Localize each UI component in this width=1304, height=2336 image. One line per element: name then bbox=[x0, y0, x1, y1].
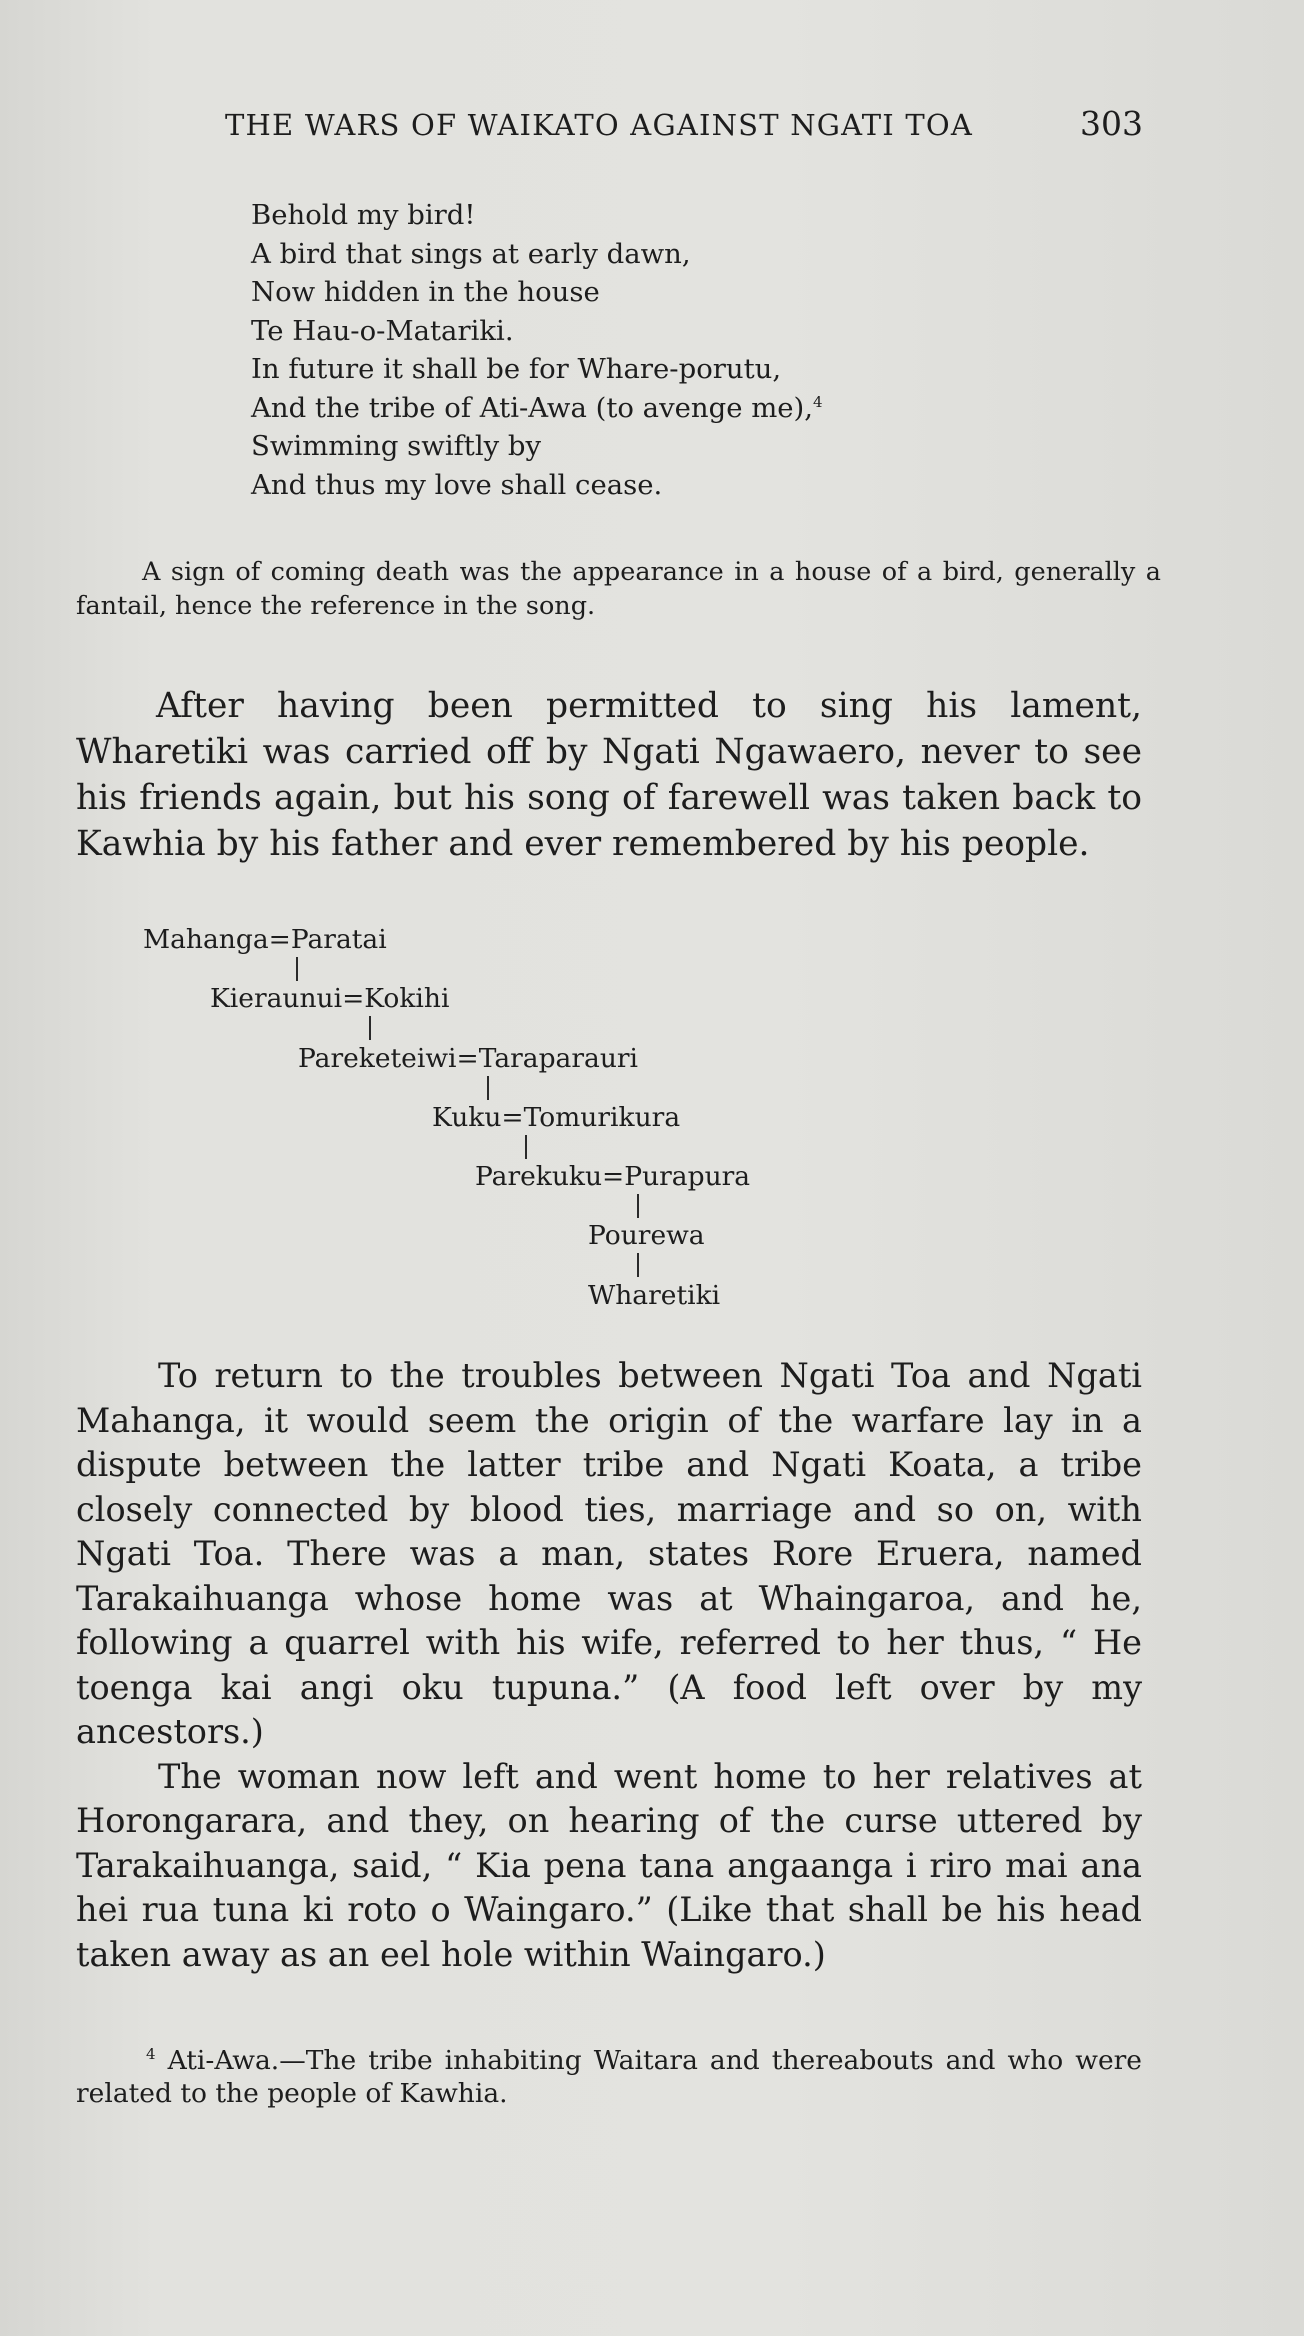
descent-line bbox=[637, 1194, 639, 1218]
genealogy-generation-6: Pourewa bbox=[588, 1220, 705, 1251]
descent-line bbox=[296, 957, 298, 981]
footnote-marker: 4 bbox=[146, 2045, 156, 2064]
poem bbox=[251, 196, 823, 504]
poem-line: A bird that sings at early dawn, bbox=[251, 237, 691, 270]
genealogy-generation-5: Parekuku=Purapura bbox=[475, 1161, 751, 1192]
poem-line: And thus my love shall cease. bbox=[251, 468, 663, 501]
body-text bbox=[76, 1354, 1142, 1977]
poem-line: In future it shall be for Whare-porutu, bbox=[251, 353, 782, 385]
poem-line: Swimming swiftly by bbox=[251, 430, 542, 462]
body-paragraph: The woman now left and went home to her relatives at Horongarara, and they, on hearing of the curse uttered by Tarakaihuanga, said, “ Kia pena tana angaanga i riro mai ana hei rua tuna ki roto o Waingaro.” (Like that shall be his head taken away as an eel hole within Waingaro.) bbox=[76, 1756, 1142, 1974]
poem-line: Behold my bird! bbox=[251, 199, 476, 231]
footnote-text: Ati-Awa.—The tribe inhabiting Waitara and thereabouts and who were related to the people of Kawhia. bbox=[76, 2045, 1142, 2109]
genealogy-generation-4: Kuku=Tomurikura bbox=[432, 1102, 681, 1133]
poem-line: Te Hau-o-Matariki. bbox=[251, 314, 514, 347]
descent-line bbox=[525, 1135, 527, 1159]
song-note: A sign of coming death was the appearance in a house of a bird, generally a fantail, hence the reference in the song. bbox=[76, 557, 1161, 621]
footnote-reference: 4 bbox=[813, 392, 823, 411]
genealogy-generation-1: Mahanga=Paratai bbox=[143, 924, 387, 955]
descent-line bbox=[487, 1076, 489, 1100]
body-paragraph: After having been permitted to sing his lament, Wharetiki was carried off by Ngati Ngawaero, never to see his friends again, but his song of farewell was taken back to Kawhia by his father and ever remembered by his people. bbox=[76, 686, 1142, 864]
poem-line-text: And the tribe of Ati-Awa (to avenge me), bbox=[251, 391, 814, 424]
running-title: THE WARS OF WAIKATO AGAINST NGATI TOA bbox=[225, 108, 973, 142]
footnote bbox=[76, 2044, 1142, 2110]
genealogy-generation-7: Wharetiki bbox=[588, 1280, 721, 1311]
body-paragraph: To return to the troubles between Ngati Toa and Ngati Mahanga, it would seem the origin of the warfare lay in a dispute between the latter tribe and Ngati Koata, a tribe closely connected by blood ties, marriage and so on, with Ngati Toa. There was a man, states Rore Eruera, named Tarakaihuanga whose home was at Whaingaroa, and he, following a quarrel with his wife, referred to her thus, “ He toenga kai angi oku tupuna.” (A food left over by my ancestors.) bbox=[76, 1356, 1142, 1751]
page-number: 303 bbox=[1080, 104, 1143, 143]
genealogy-generation-3: Pareketeiwi=Taraparauri bbox=[298, 1043, 639, 1074]
poem-line bbox=[251, 389, 823, 428]
poem-line: Now hidden in the house bbox=[251, 276, 600, 308]
descent-line bbox=[369, 1016, 371, 1040]
descent-line bbox=[637, 1253, 639, 1277]
genealogy-generation-2: Kieraunui=Kokihi bbox=[210, 983, 450, 1014]
